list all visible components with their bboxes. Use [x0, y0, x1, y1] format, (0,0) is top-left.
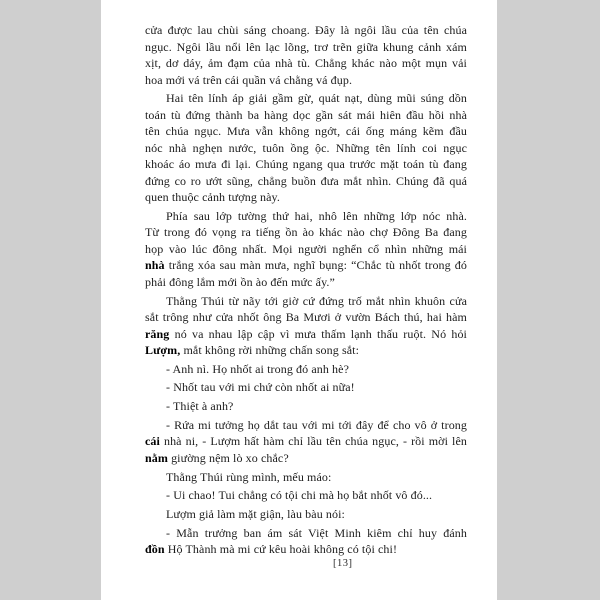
paragraph — [145, 208, 467, 291]
book-page — [101, 0, 497, 600]
text-block — [145, 22, 467, 560]
text-line: Lượm, mắt không rời những chấn song sắt: — [145, 343, 360, 358]
text-line: Thằng Thúi rùng mình, mếu máo: — [166, 469, 332, 484]
text-line: Từ trong đó vọng ra tiếng ồn ào khác nào chợ Đông Ba đang — [145, 225, 467, 240]
text-line: nhà trắng xóa sau màn mưa, nghĩ bụng: “Chắc tù nhốt trong đó — [145, 258, 467, 273]
paragraph — [145, 525, 467, 558]
text-line: đồn Hộ Thành mà mi cứ kêu hoài không có tội chi! — [145, 542, 398, 557]
text-line: đứng co ro ướt sũng, chẳng buồn đưa mắt nhìn. Chúng đã quá — [145, 173, 467, 188]
text-line: - Thiệt à anh? — [166, 399, 234, 414]
text-line: - Nhốt tau với mi chứ còn nhốt ai nữa! — [166, 380, 355, 395]
bold-word: nằm — [145, 450, 168, 465]
text-line: nóc nhà nghẹn nước, tuôn ồng ộc. Những tên lính coi ngục — [145, 140, 467, 155]
bold-word: cái — [145, 434, 160, 449]
text-line: phải đông lắm mới ồn ào đến mức ấy.” — [145, 274, 335, 289]
text-line: Thằng Thúi từ nãy tới giờ cứ đứng trố mắt nhìn khuôn cửa — [166, 293, 467, 308]
paragraph — [145, 293, 467, 359]
text-line: - Ui chao! Tui chẳng có tội chi mà họ bắt nhốt vô đó... — [166, 488, 433, 503]
text-line: ngục. Ngôi lầu nổi lên lạc lõng, trơ trẽn giữa khung cảnh xám — [145, 39, 467, 54]
text-line: - Mẫn trưởng ban ám sát Việt Minh kiêm chỉ huy đánh — [166, 525, 467, 540]
text-line: sắt trông như cửa nhốt ông Ba Mươi ở vườn Bách thú, hai hàm — [145, 310, 467, 325]
text-line: xịt, dơ dáy, ảm đạm của nhà tù. Chẳng khác nào một mụn vải — [145, 56, 467, 70]
paragraph — [145, 417, 467, 467]
paragraph — [145, 487, 467, 504]
text-line: cửa được lau chùi sáng choang. Đây là ngôi lầu của tên chúa — [145, 23, 467, 37]
text-line: Hai tên lính áp giải gầm gừ, quát nạt, dùng mũi súng dồn — [166, 91, 467, 106]
text-line: nằm giường nệm lò xo chắc? — [145, 450, 289, 465]
paragraph — [145, 398, 467, 415]
text-line: quen thuộc cảnh tượng này. — [145, 190, 280, 205]
text-line: - Anh nì. Họ nhốt ai trong đó anh hè? — [166, 361, 350, 376]
text-line: khoác áo mưa đi lại. Chúng ngang qua trước mặt toán tù đang — [145, 157, 467, 172]
bold-word: răng — [145, 326, 170, 341]
text-line: tên chúa ngục. Mưa vẫn không ngớt, cái ống máng kẽm đầu — [145, 124, 467, 139]
bold-word: Lượm, — [145, 343, 181, 358]
text-line: Lượm giả làm mặt giận, làu bàu nói: — [166, 506, 345, 521]
bold-word: đồn — [145, 542, 165, 557]
paragraph — [145, 506, 467, 523]
text-line: toán tù đứng thành ba hàng dọc gần sát mái hiên đầu hồi nhà — [145, 107, 467, 122]
text-line: răng nó va nhau lập cập vì mưa thấm lạnh thấu ruột. Nó hỏi — [145, 326, 467, 341]
paragraph — [145, 22, 467, 88]
text-line: Phía sau lớp tường thứ hai, nhô lên những lớp nóc nhà. — [166, 208, 467, 223]
paragraph — [145, 361, 467, 378]
bold-word: nhà — [145, 258, 165, 273]
page-number: [13] — [333, 558, 353, 569]
paragraph — [145, 469, 467, 486]
text-line: - Rứa mi tưởng họ dắt tau với mi tới đây để cho vô ở trong — [166, 417, 467, 432]
text-line: hoa mới vá trên cái quần vá chằng vá đụp. — [145, 72, 353, 87]
paragraph — [145, 379, 467, 396]
text-line: họp vào lúc đông nhất. Mọi người nghển cổ nhìn những mái — [145, 241, 467, 256]
text-line: cái nhà ni, - Lượm hất hàm chỉ lầu tên chúa ngục, - rồi mời lên — [145, 434, 467, 449]
paragraph — [145, 90, 467, 206]
